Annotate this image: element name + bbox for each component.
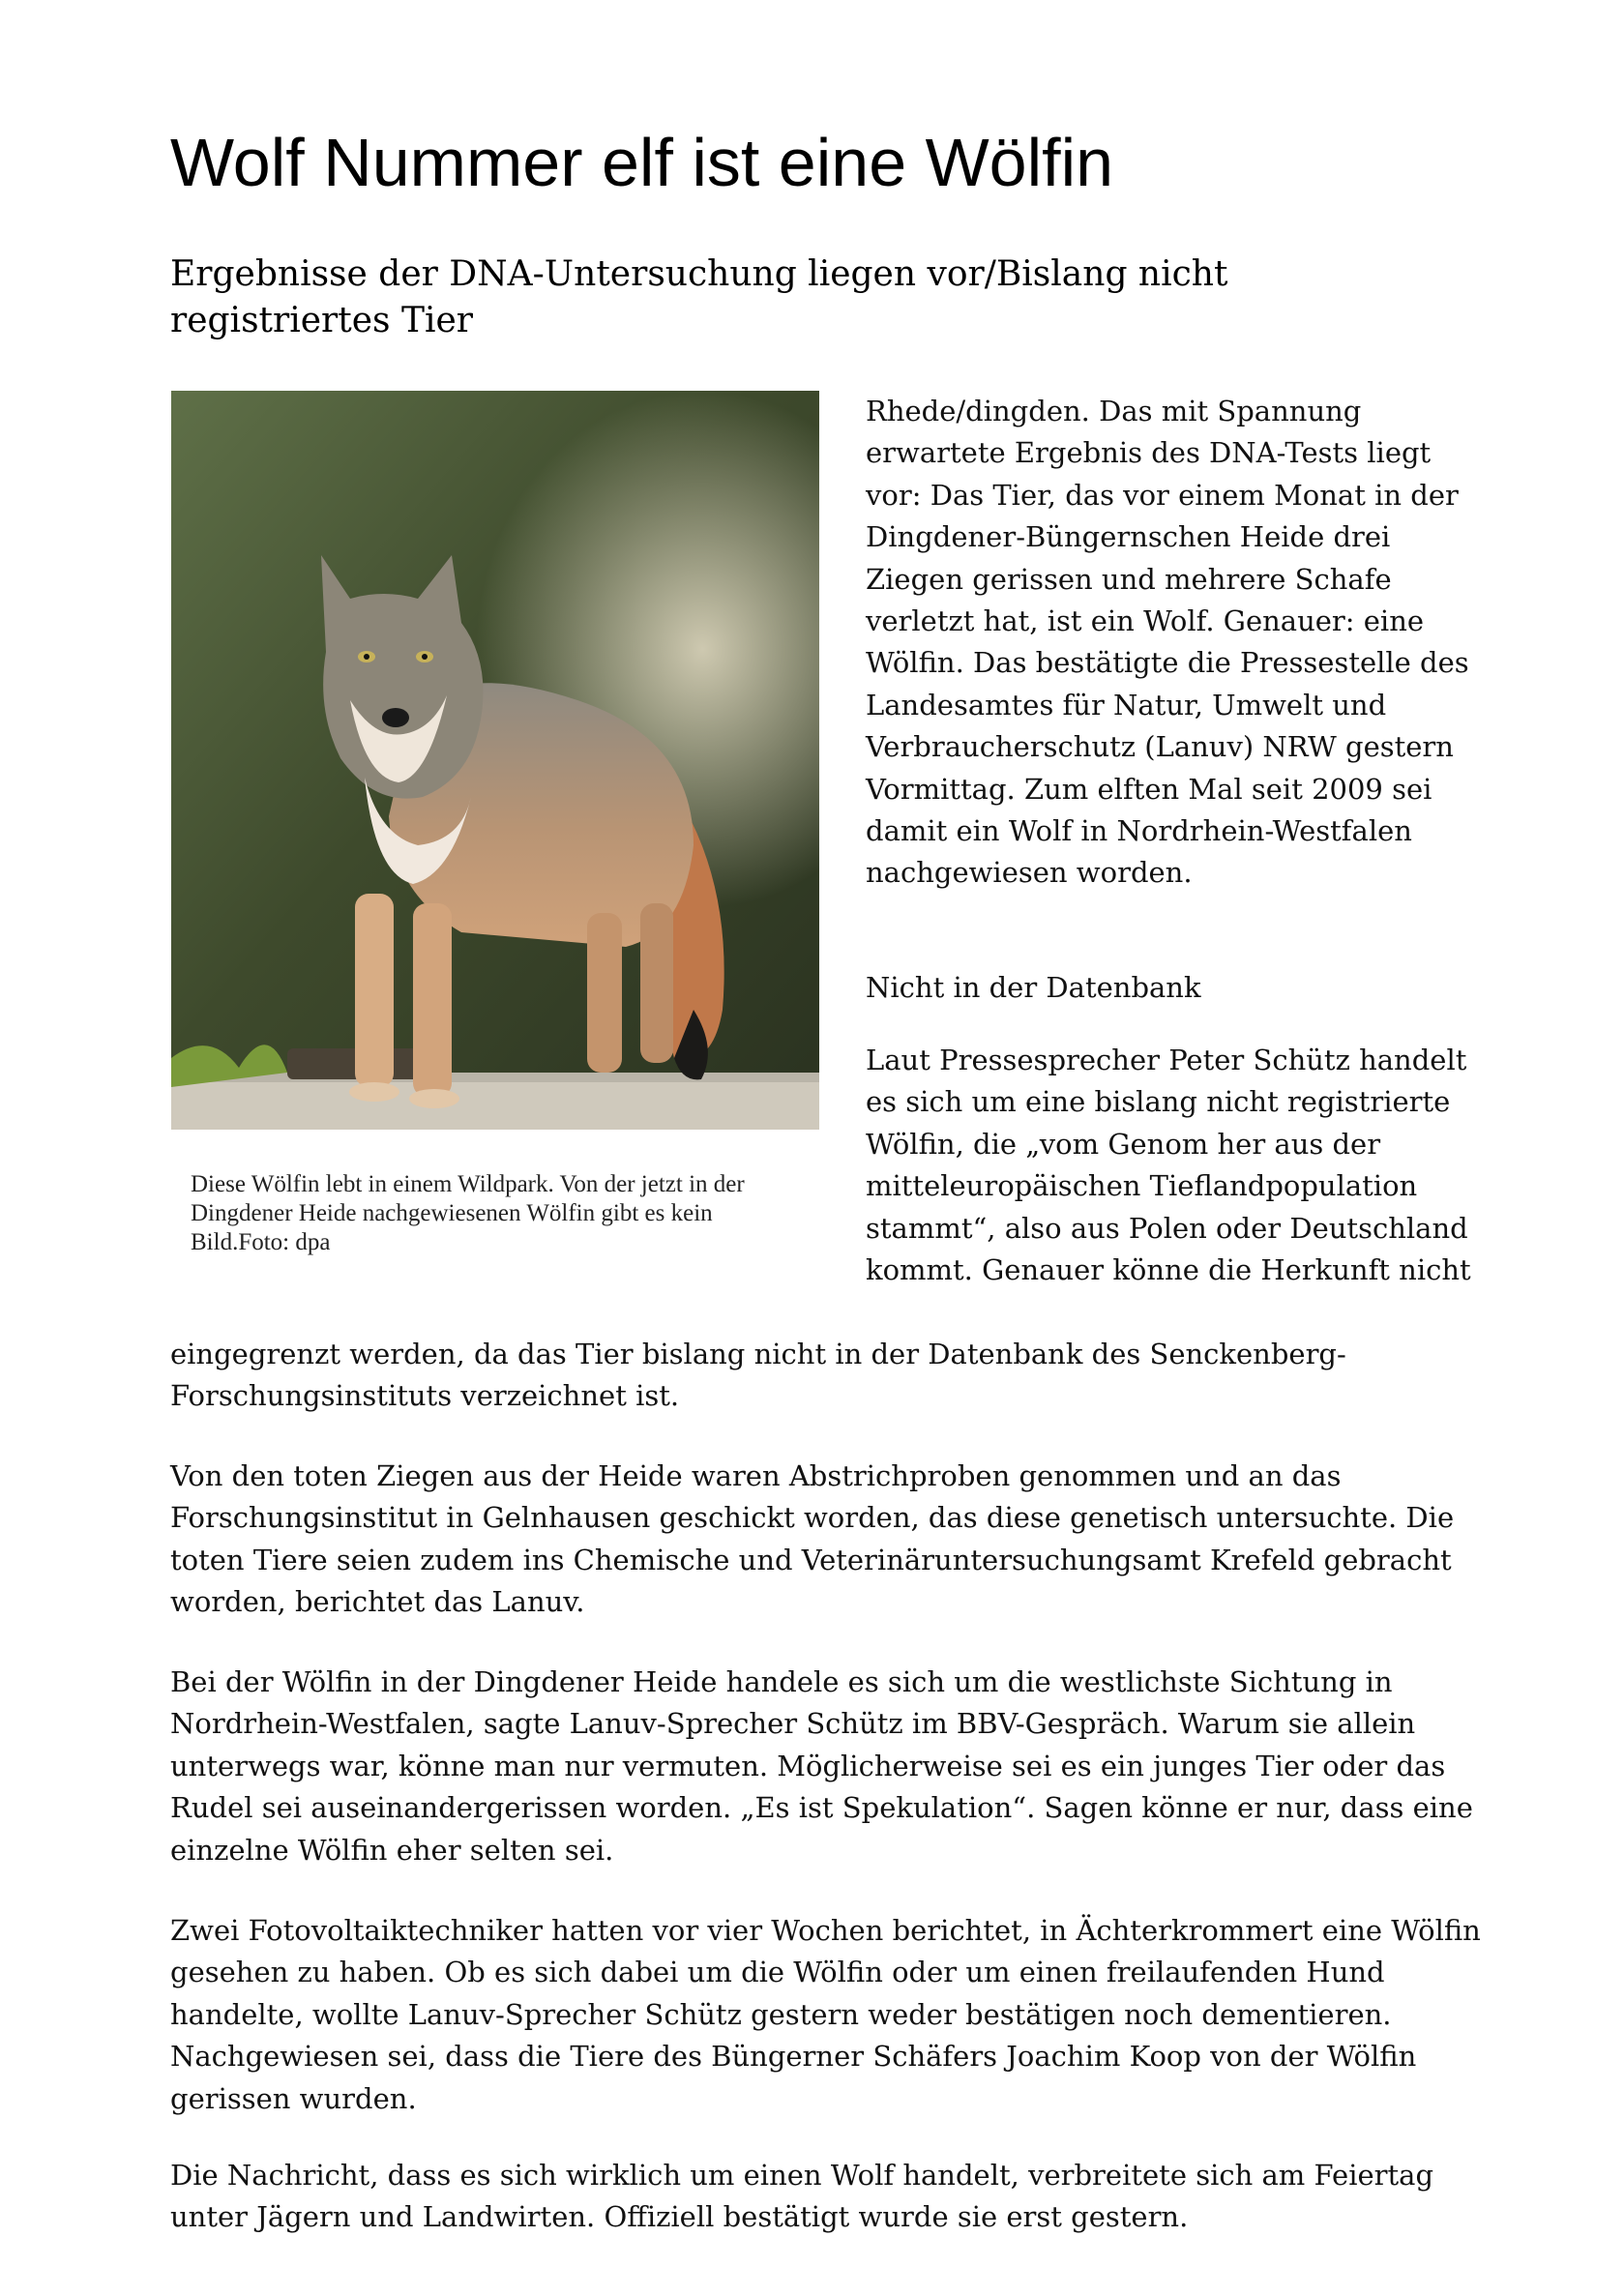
photo-caption: Diese Wölfin lebt in einem Wildpark. Von der jetzt in der Dingdener Heide nachgewiesenen Wölfin gibt es kein Bild.Foto: dpa (191, 1171, 745, 1255)
body-paragraph: Bei der Wölfin in der Dingdener Heide handele es sich um die westlichste Sichtung in Nordrhein-Westfalen, sagte Lanuv-Sprecher Schütz im BBV-Gespräch. Warum sie allein unterwegs war, könne man nur vermuten. Möglicherweise sei es ein junges Tier oder das Rudel sei auseinandergerissen worden. „Es ist Spekulation“. Sagen könne er nur, dass eine einzelne Wölfin eher selten sei. (170, 1665, 1473, 1867)
body-paragraph: Zwei Fotovoltaiktechniker hatten vor vier Wochen berichtet, in Ächterkrommert eine Wölfin gesehen zu haben. Ob es sich dabei um die Wölfin oder um einen freilaufenden Hund handelte, wollte Lanuv-Sprecher Schütz gestern weder bestätigen noch dementieren. Nachgewiesen sei, dass die Tiere des Büngerner Schäfers Joachim Koop von der Wölfin gerissen wurden. (170, 1914, 1481, 2115)
article-subtitle: Ergebnisse der DNA-Untersuchung liegen vor/Bislang nicht registriertes Tier (170, 254, 1228, 340)
wolf-photo (171, 391, 819, 1130)
body-paragraph: Von den toten Ziegen aus der Heide waren Abstrichproben genommen und an das Forschungsinstitut in Gelnhausen geschickt worden, das diese genetisch untersuchte. Die toten Tiere seien zudem ins Chemische und Veterinäruntersuchungsamt Krefeld gebracht worden, berichtet das Lanuv. (170, 1459, 1455, 1619)
lead-paragraph: Rhede/dingden. Das mit Spannung erwartete Ergebnis des DNA-Tests liegt vor: Das Tier, das vor einem Monat in der Dingdener-Büngernschen Heide drei Ziegen gerissen und mehrere Schafe verletzt hat, ist ein Wolf. Genauer: eine Wölfin. Das bestätigte die Pressestelle des Landesamtes für Natur, Umwelt und Verbraucherschutz (Lanuv) NRW gestern Vormittag. Zum elften Mal seit 2009 sei damit ein Wolf in Nordrhein-Westfalen nachgewiesen worden. (866, 395, 1469, 890)
body-paragraph-continued: eingegrenzt werden, da das Tier bislang nicht in der Datenbank des Senckenberg-Forschungsinstituts verzeichnet ist. (170, 1338, 1346, 1413)
body-paragraph: Laut Pressesprecher Peter Schütz handelt es sich um eine bislang nicht registrierte Wölfin, die „vom Genom her aus der mitteleuropäischen Tieflandpopulation stammt“, also aus Polen oder Deutschland kommt. Genauer könne die Herkunft nicht (866, 1044, 1471, 1287)
body-paragraph: Die Nachricht, dass es sich wirklich um einen Wolf handelt, verbreitete sich am Feiertag unter Jägern und Landwirten. Offiziell bestätigt wurde sie erst gestern. (170, 2159, 1434, 2234)
article-title: Wolf Nummer elf ist eine Wölfin (170, 125, 1114, 200)
section-heading: Nicht in der Datenbank (866, 971, 1201, 1004)
